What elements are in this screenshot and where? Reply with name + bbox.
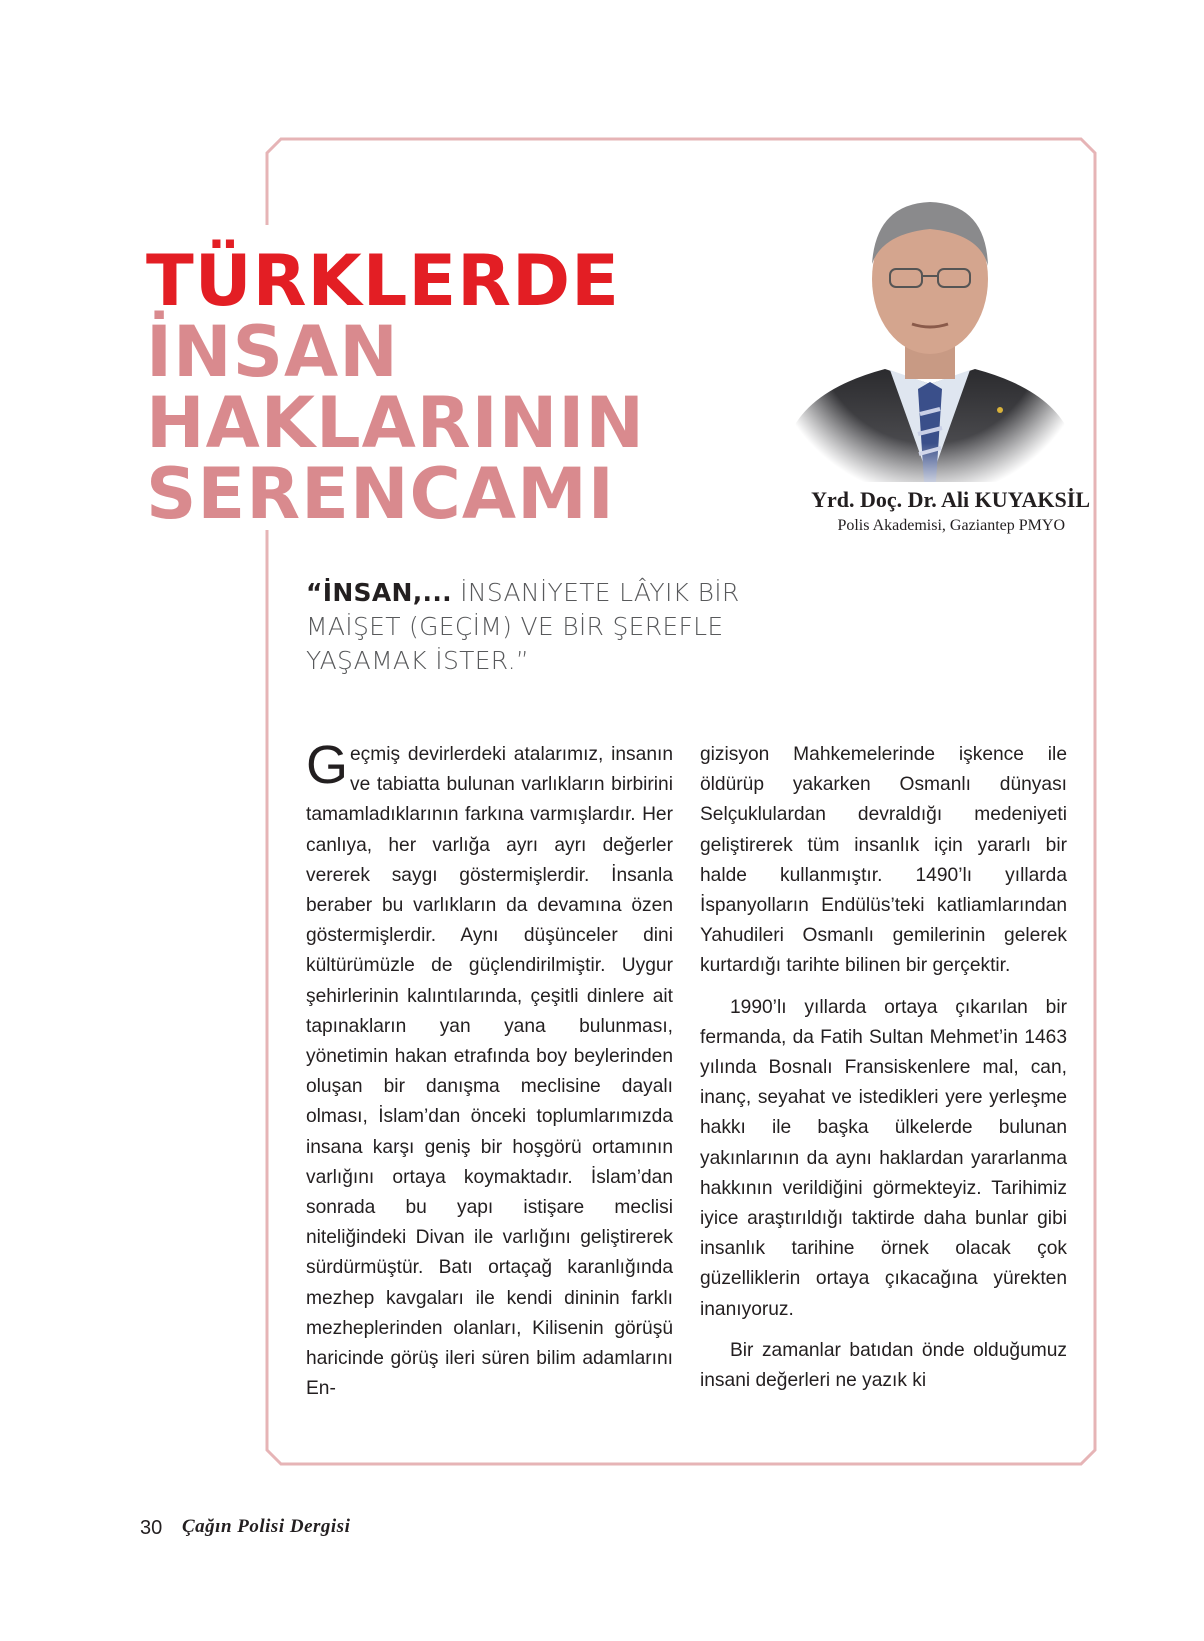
article-paragraph: Bir zamanlar batıdan önde olduğumuz insani değerleri ne yazık ki: [700, 1339, 1067, 1392]
author-photo: [790, 184, 1070, 482]
page-number: 30: [140, 1517, 163, 1539]
author-affiliation: Polis Akademisi, Gaziantep PMYO: [837, 517, 1065, 534]
article-title: [146, 240, 645, 535]
pull-quote-bold: “İNSAN,...: [306, 578, 452, 607]
article-column-2: [700, 740, 1067, 1407]
pull-quote-rest: İNSANİYETE LÂYIK BİR MAİŞET (GEÇİM) VE BİR ŞEREFLE YAŞAMAK İSTER.”: [306, 578, 740, 675]
author-name: Yrd. Doç. Dr. Ali KUYAKSİL: [811, 487, 1090, 512]
title-line-1: TÜRKLERDE: [146, 240, 620, 322]
article-paragraph: [306, 735, 673, 1404]
title-line-3: HAKLARININ: [146, 382, 645, 464]
article-paragraph: 1990’lı yıllarda ortaya çıkarılan bir fermanda, da Fatih Sultan Mehmet’in 1463 yılında Bosnalı Fransiskenlere mal, can, inanç, seyahat ve istedikleri yere yerleşme hakkı ile başka ülkelerde bulunan yakınlarının da aynı haklardan yararlanma hakkının verildiğini görmekteyiz. Tarihimiz iyice araştırıldığı taktirde daha bunlar gibi insanlık tarihine örnek olacak çok güzelliklerin ortaya çıkacağına yürekten inanıyoruz.: [700, 996, 1067, 1320]
title-line-2: İNSAN: [146, 311, 399, 393]
pull-quote: [306, 576, 766, 678]
drop-cap: G: [306, 735, 349, 795]
paragraph-text: eçmiş devirlerdeki atalarımız, insanın ve tabiatta bulunan varlıkların birbirini tamamladıklarının farkına varmışlardır. Her canlıya, her varlığa ayrı ayrı değerler vererek saygı göstermişlerdir. İnsanla beraber bu varlıkların da devamına özen göstermişlerdir. Aynı düşünceler dini kültürümüzle de güçlendirilmiştir. Uygur şehirlerinin kalıntılarında, çeşitli dinlere ait tapınakların yan yana bulunması, yönetimin hakan etrafında boy beylerinden oluşan bir danışma meclisine dayalı olması, İslam’dan önceki toplumlarımızda insana karşı geniş bir hoşgörü ortamının varlığını ortaya koymaktadır. İslam’dan sonrada bu yapı istişare meclisi niteliğindeki Divan ile varlığını geliştirerek sürdürmüştür. Batı ortaçağ karanlığında mezhep kavgaları ile kendi dininin farklı mezheplerinden olanları, Kilisenin görüşü haricinde görüş ileri süren bilim adamlarını En-: [306, 744, 673, 1400]
journal-name: Çağın Polisi Dergisi: [182, 1516, 351, 1537]
title-line-4: SERENCAMI: [146, 453, 615, 535]
article-paragraph: gizisyon Mahkemelerinde işkence ile öldürüp yakarken Osmanlı dünyası Selçuklulardan devraldığı medeniyeti geliştirerek tüm insanlık için yararlı bir halde kullanmıştır. 1490’lı yıllarda İspanyolların Endülüs’teki katliamlarından Yahudileri Osmanlı gemilerinin gelerek kurtardığı tarihte bilinen bir gerçektir.: [700, 744, 1067, 977]
article-column-1: [306, 735, 673, 1415]
